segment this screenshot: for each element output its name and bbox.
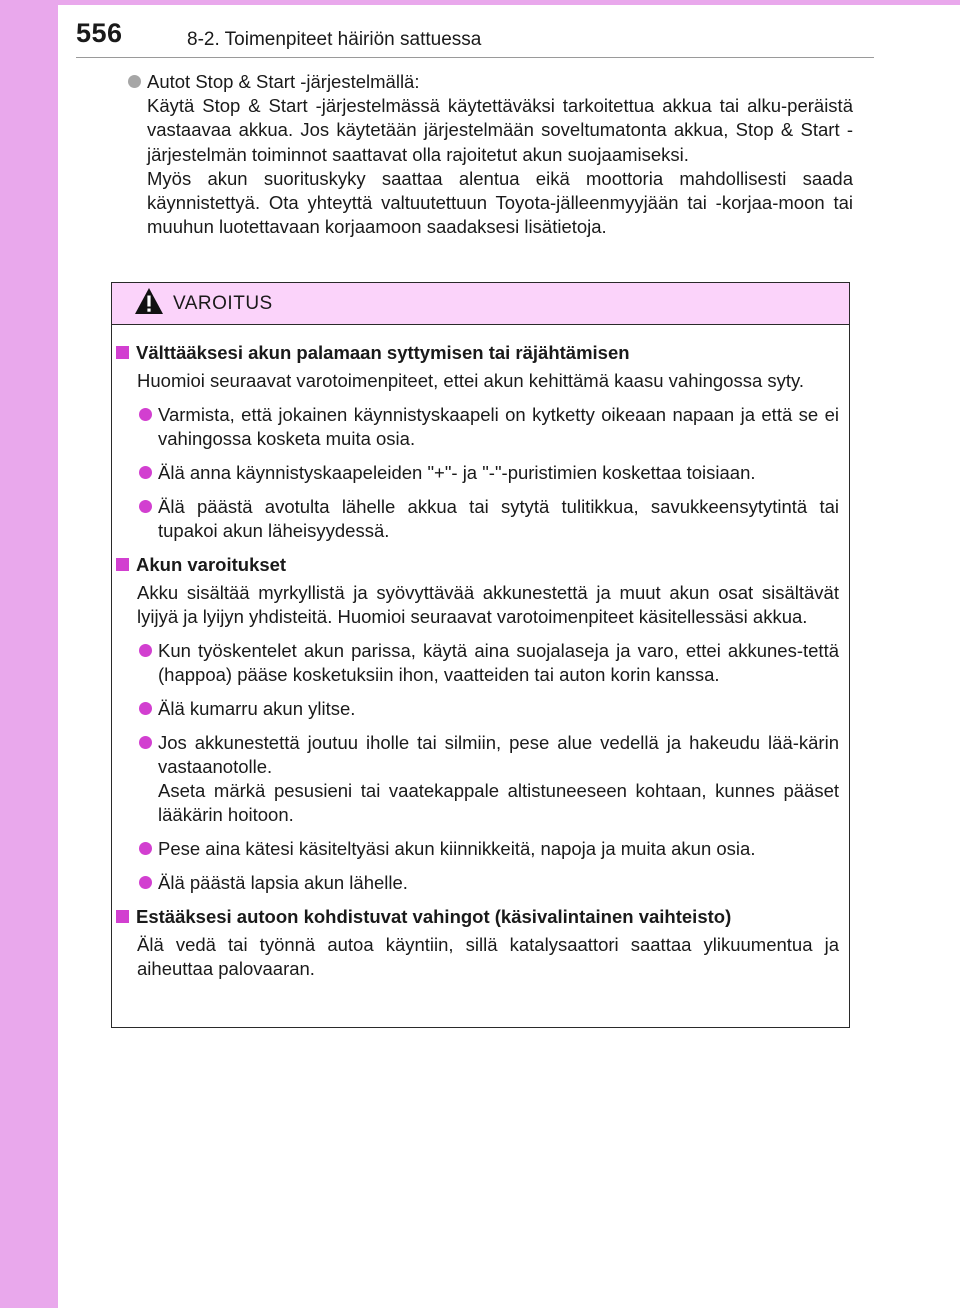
bullet-circle-icon (139, 736, 152, 749)
intro-paragraph: Käytä Stop & Start -järjestelmässä käytettäväksi tarkoitettua akkua tai alku-peräistä vastaavaa akkua. Jos käytetään järjestelmään soveltumatonta akkua, Stop & Start -järjestelmän toiminnot saattavat olla rajoitetut akun suojaamiseksi. (147, 95, 853, 165)
section-title: 8-2. Toimenpiteet häiriön sattuessa (187, 29, 482, 50)
warning-section-heading (116, 905, 839, 929)
bullet-item (116, 871, 839, 895)
bullet-circle-icon (139, 702, 152, 715)
bullet-text: Aseta märkä pesusieni tai vaatekappale altistuneeseen kohtaan, kunnes pääset lääkärin hoitoon. (158, 780, 839, 825)
section-heading-text: Estääksesi autoon kohdistuvat vahingot (käsivalintainen vaihteisto) (136, 906, 732, 927)
bullet-circle-icon (139, 842, 152, 855)
bullet-item (116, 837, 839, 861)
section-text: Akku sisältää myrkyllistä ja syövyttävää akkunestettä ja muut akun osat sisältävät lyijyä ja lyijyn yhdisteitä. Huomioi seuraavat varotoimenpiteet käsitellessäsi akkua. (137, 582, 839, 627)
bullet-circle-icon (139, 466, 152, 479)
bullet-circle-icon (128, 75, 141, 88)
bullet-item (116, 697, 839, 721)
bullet-text: Älä päästä lapsia akun lähelle. (158, 872, 408, 893)
bullet-text: Jos akkunestettä joutuu iholle tai silmiin, pese alue vedellä ja hakeudu lää-kärin vastaanotolle. (158, 732, 839, 777)
warning-header (112, 283, 849, 325)
bullet-text: Varmista, että jokainen käynnistyskaapeli on kytketty oikeaan napaan ja että se ei vahingossa kosketa muita osia. (158, 404, 839, 449)
bullet-text: Kun työskentelet akun parissa, käytä aina suojalaseja ja varo, ettei akkunes-tettä (happoa) pääse kosketuksiin ihon, vaatteiden tai auton korin kanssa. (158, 640, 839, 685)
square-bullet-icon (116, 558, 129, 571)
section-heading-text: Välttääksesi akun palamaan syttymisen tai räjähtämisen (136, 342, 630, 363)
warning-body (112, 325, 849, 981)
page-number: 556 (76, 18, 123, 48)
bullet-text: Pese aina kätesi käsiteltyäsi akun kiinnikkeitä, napoja ja muita akun osia. (158, 838, 756, 859)
intro-paragraph: Myös akun suorituskyky saattaa alentua eikä moottoria mahdollisesti saada käynnistettyä. Ota yhteyttä valtuutettuun Toyota-jälleenmyyjään tai -korjaa-moon tai muuhun luotettavaan korjaamoon saadaksesi lisätietoja. (147, 167, 853, 238)
warning-triangle-icon (134, 287, 164, 315)
bullet-circle-icon (139, 500, 152, 513)
square-bullet-icon (116, 910, 129, 923)
bullet-circle-icon (139, 644, 152, 657)
section-text: Huomioi seuraavat varotoimenpiteet, ettei akun kehittämä kaasu vahingossa syty. (137, 370, 805, 391)
intro-body (128, 94, 853, 239)
section-heading-text: Akun varoitukset (136, 554, 287, 575)
bullet-item (116, 461, 839, 485)
bullet-circle-icon (139, 876, 152, 889)
warning-section-heading (116, 553, 839, 577)
intro-heading: Autot Stop & Start -järjestelmällä: (147, 71, 420, 92)
bullet-item (116, 639, 839, 687)
bullet-item (116, 403, 839, 451)
bullet-item (116, 495, 839, 543)
bullet-text: Älä päästä avotulta lähelle akkua tai sytytä tulitikkua, savukkeensytytintä tai tupakoi akun läheisyydessä. (158, 496, 839, 541)
bullet-text: Älä anna käynnistyskaapeleiden "+"- ja "-"-puristimien koskettaa toisiaan. (158, 462, 756, 483)
top-band (58, 0, 960, 5)
intro-heading-row (128, 70, 853, 94)
warning-section-heading (116, 341, 839, 365)
bullet-item (116, 731, 839, 827)
side-tab-band (0, 0, 58, 1308)
header-divider (76, 57, 874, 58)
warning-box (111, 282, 850, 1028)
bullet-text: Älä kumarru akun ylitse. (158, 698, 356, 719)
intro-block (128, 70, 853, 239)
bullet-circle-icon (139, 408, 152, 421)
square-bullet-icon (116, 346, 129, 359)
section-text: Älä vedä tai työnnä autoa käyntiin, sillä katalysaattori saattaa ylikuumentua ja aiheuttaa palovaaran. (137, 934, 839, 979)
warning-title: VAROITUS (173, 293, 273, 314)
